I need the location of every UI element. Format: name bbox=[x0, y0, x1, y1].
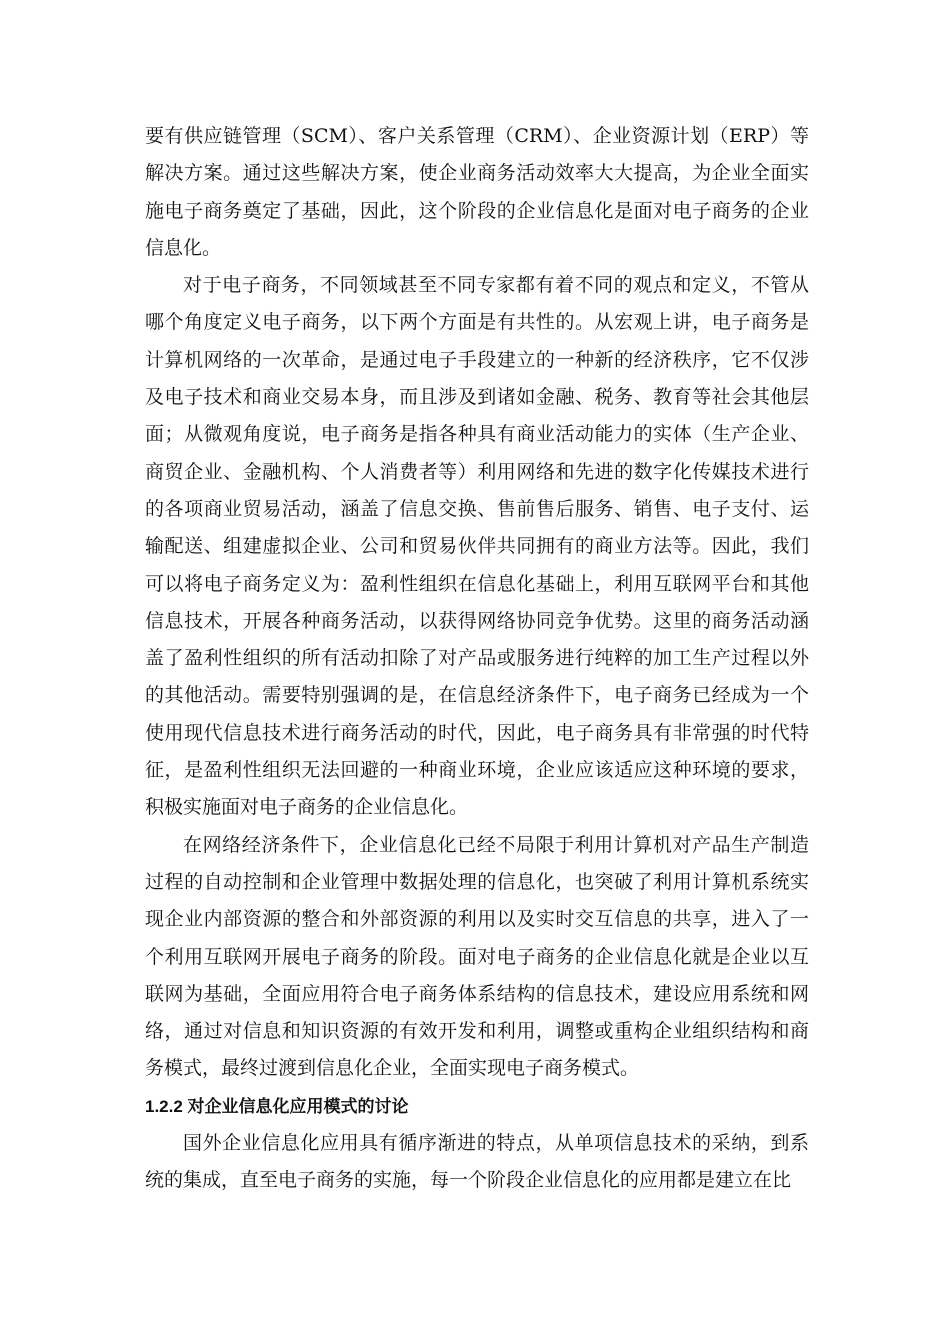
paragraph-continued: 要有供应链管理（SCM）、客户关系管理（CRM）、企业资源计划（ERP）等解决方案。通过这些解决方案，使企业商务活动效率大大提高，为企业全面实施电子商务奠定了基础，因此，这个阶段的企业信息化是面对电子商务的企业信息化。 bbox=[145, 125, 809, 259]
section-heading: 1.2.2 对企业信息化应用模式的讨论 bbox=[145, 1096, 409, 1116]
document-page bbox=[145, 118, 809, 1200]
paragraph-network-economy: 在网络经济条件下，企业信息化已经不局限于利用计算机对产品生产制造过程的自动控制和企业管理中数据处理的信息化，也突破了利用计算机系统实现企业内部资源的整合和外部资源的利用以及实时交互信息的共享，进入了一个利用互联网开展电子商务的阶段。面对电子商务的企业信息化就是企业以互联网为基础，全面应用符合电子商务体系结构的信息技术，建设应用系统和网络，通过对信息和知识资源的有效开发和利用，调整或重构企业组织结构和商务模式，最终过渡到信息化企业，全面实现电子商务模式。 bbox=[145, 833, 809, 1080]
paragraph-foreign-enterprises: 国外企业信息化应用具有循序渐进的特点，从单项信息技术的采纳，到系统的集成，直至电子商务的实施，每一个阶段企业信息化的应用都是建立在比 bbox=[145, 1132, 809, 1192]
paragraph-ecommerce-definition: 对于电子商务，不同领域甚至不同专家都有着不同的观点和定义，不管从哪个角度定义电子商务，以下两个方面是有共性的。从宏观上讲，电子商务是计算机网络的一次革命，是通过电子手段建立的一种新的经济秩序，它不仅涉及电子技术和商业交易本身，而且涉及到诸如金融、税务、教育等社会其他层面；从微观角度说，电子商务是指各种具有商业活动能力的实体（生产企业、商贸企业、金融机构、个人消费者等）利用网络和先进的数字化传媒技术进行的各项商业贸易活动，涵盖了信息交换、售前售后服务、销售、电子支付、运输配送、组建虚拟企业、公司和贸易伙伴共同拥有的商业方法等。因此，我们可以将电子商务定义为：盈利性组织在信息化基础上，利用互联网平台和其他信息技术，开展各种商务活动，以获得网络协同竞争优势。这里的商务活动涵盖了盈利性组织的所有活动扣除了对产品或服务进行纯粹的加工生产过程以外的其他活动。需要特别强调的是，在信息经济条件下，电子商务已经成为一个使用现代信息技术进行商务活动的时代，因此，电子商务具有非常强的时代特征，是盈利性组织无法回避的一种商业环境，企业应该适应这种环境的要求，积极实施面对电子商务的企业信息化。 bbox=[145, 274, 809, 819]
